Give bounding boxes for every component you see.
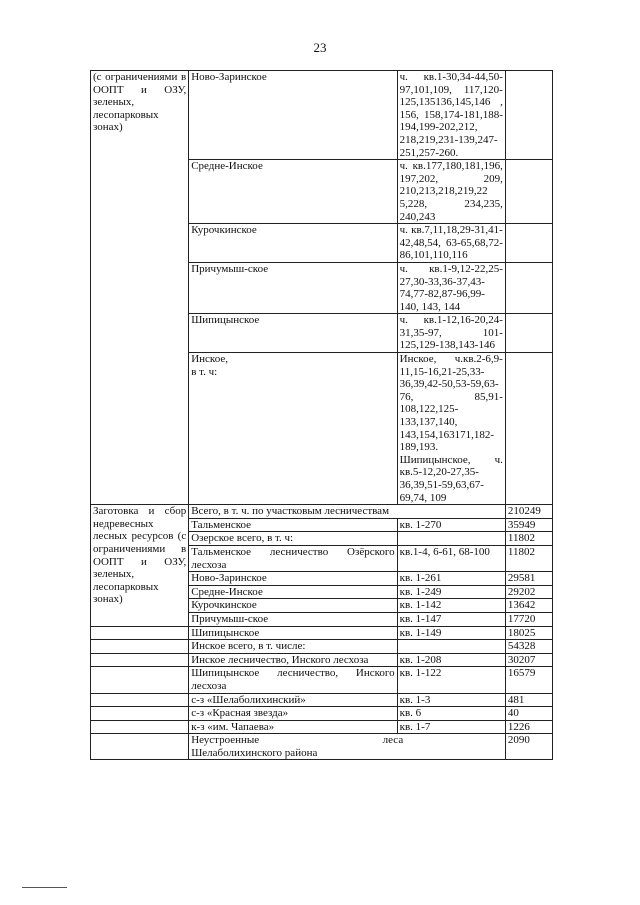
value-cell: 1226 [505, 720, 552, 734]
total-label: Всего, в т. ч. по участковым лесничествам [189, 505, 506, 519]
value-cell [505, 71, 552, 160]
forestry-name: Курочкинское [189, 224, 397, 263]
value-cell [505, 262, 552, 313]
table-row [91, 693, 553, 707]
value-cell [505, 353, 552, 505]
quarters-cell: ч. кв.1-12,16-20,24-31,35-97, 101-125,129-138,143-146 [397, 314, 505, 353]
empty-cell [91, 720, 189, 734]
empty-cell [91, 734, 189, 760]
table-row [91, 667, 553, 693]
value-cell [505, 160, 552, 224]
value-cell: 18025 [505, 626, 552, 640]
forestry-name: Шипицынское лесничество, Инского лесхоза [189, 667, 397, 693]
value-cell: 29581 [505, 572, 552, 586]
quarters-cell: кв. 1-270 [397, 518, 505, 532]
empty-cell [91, 693, 189, 707]
table-row [91, 505, 553, 519]
value-cell: 481 [505, 693, 552, 707]
table-row [91, 720, 553, 734]
name-part: леса [382, 734, 404, 747]
forestry-name: Причумыш-ское [189, 262, 397, 313]
table-row [91, 707, 553, 721]
quarters-cell: ч. кв.1-30,34-44,50-97,101,109, 117,120-125,135136,145,146 , 156, 158,174-181,188-194,199-202,212, 218,219,231-139,247-251,257-260. [397, 71, 505, 160]
quarters-cell: кв. 1-147 [397, 612, 505, 626]
forestry-name: Причумыш-ское [189, 612, 397, 626]
forestry-name: Тальменское лесничество Озёрского лесхоза [189, 545, 397, 571]
forestry-name: Ново-Заринское [189, 71, 397, 160]
empty-cell [91, 626, 189, 640]
table-row [91, 734, 553, 760]
forestry-name: Инское, в т. ч: [189, 353, 397, 505]
value-cell: 40 [505, 707, 552, 721]
forest-resources-table [90, 70, 553, 760]
quarters-cell: кв. 1-142 [397, 599, 505, 613]
name-part: Шелаболихинского района [191, 746, 318, 759]
table-row [91, 640, 553, 654]
quarters-cell [397, 640, 505, 654]
activity-label: Заготовка и сбор недревесных лесных ресурсов (с ограничениями в ООПТ и ОЗУ, зеленых, лесопарковых зонах) [91, 505, 189, 626]
table-row [91, 71, 553, 160]
quarters-cell: кв. 1-149 [397, 626, 505, 640]
value-cell: 35949 [505, 518, 552, 532]
forestry-name: Ново-Заринское [189, 572, 397, 586]
quarters-cell: кв. 1-3 [397, 693, 505, 707]
quarters-cell: кв. 6 [397, 707, 505, 721]
empty-cell [91, 640, 189, 654]
forestry-name: Курочкинское [189, 599, 397, 613]
forestry-name [189, 734, 506, 760]
value-cell [505, 314, 552, 353]
quarters-cell: кв.1-4, 6-61, 68-100 [397, 545, 505, 571]
forestry-name: с-з «Красная звезда» [189, 707, 397, 721]
table-row [91, 626, 553, 640]
page-number: 23 [313, 40, 327, 55]
forestry-name: Средне-Инское [189, 160, 397, 224]
quarters-cell: Инское, ч.кв.2-6,9-11,15-16,21-25,33-36,39,42-50,53-59,63-76, 85,91-108,122,125-133,137,140, 143,154,163171,182-189,193. Шипицынское, ч. кв.5-12,20-27,35-36,39,51-59,63,67-69,74, 109 [397, 353, 505, 505]
quarters-cell: ч. кв.7,11,18,29-31,41-42,48,54, 63-65,68,72-86,101,110,116 [397, 224, 505, 263]
table-row [91, 653, 553, 667]
quarters-cell: ч. кв.177,180,181,196, 197,202, 209, 210,213,218,219,22 5,228, 234,235, 240,243 [397, 160, 505, 224]
value-cell: 17720 [505, 612, 552, 626]
forestry-name: Тальменское [189, 518, 397, 532]
forestry-name: Шипицынское [189, 626, 397, 640]
quarters-cell: кв. 1-261 [397, 572, 505, 586]
quarters-cell: ч. кв.1-9,12-22,25-27,30-33,36-37,43-74,77-82,87-96,99-140, 143, 144 [397, 262, 505, 313]
value-cell: 210249 [505, 505, 552, 519]
name-part: Неустроенные [191, 734, 260, 747]
value-cell: 11802 [505, 545, 552, 571]
forestry-name: с-з «Шелаболихинский» [189, 693, 397, 707]
value-cell: 30207 [505, 653, 552, 667]
quarters-cell: кв. 1-208 [397, 653, 505, 667]
footnote-rule [22, 887, 67, 888]
forestry-name: к-з «им. Чапаева» [189, 720, 397, 734]
quarters-cell: кв. 1-122 [397, 667, 505, 693]
empty-cell [91, 653, 189, 667]
forestry-name: Инское лесничество, Инского лесхоза [189, 653, 397, 667]
empty-cell [91, 667, 189, 693]
quarters-cell [397, 532, 505, 546]
value-cell: 16579 [505, 667, 552, 693]
activity-label: (с ограничениями в ООПТ и ОЗУ, зеленых, лесопарковых зонах) [91, 71, 189, 505]
value-cell: 2090 [505, 734, 552, 760]
value-cell: 13642 [505, 599, 552, 613]
quarters-cell: кв. 1-249 [397, 585, 505, 599]
forestry-name: Озерское всего, в т. ч: [189, 532, 397, 546]
forestry-name: Средне-Инское [189, 585, 397, 599]
value-cell: 54328 [505, 640, 552, 654]
forestry-name: Шипицынское [189, 314, 397, 353]
empty-cell [91, 707, 189, 721]
value-cell: 11802 [505, 532, 552, 546]
quarters-cell: кв. 1-7 [397, 720, 505, 734]
value-cell [505, 224, 552, 263]
forestry-name: Инское всего, в т. числе: [189, 640, 397, 654]
value-cell: 29202 [505, 585, 552, 599]
